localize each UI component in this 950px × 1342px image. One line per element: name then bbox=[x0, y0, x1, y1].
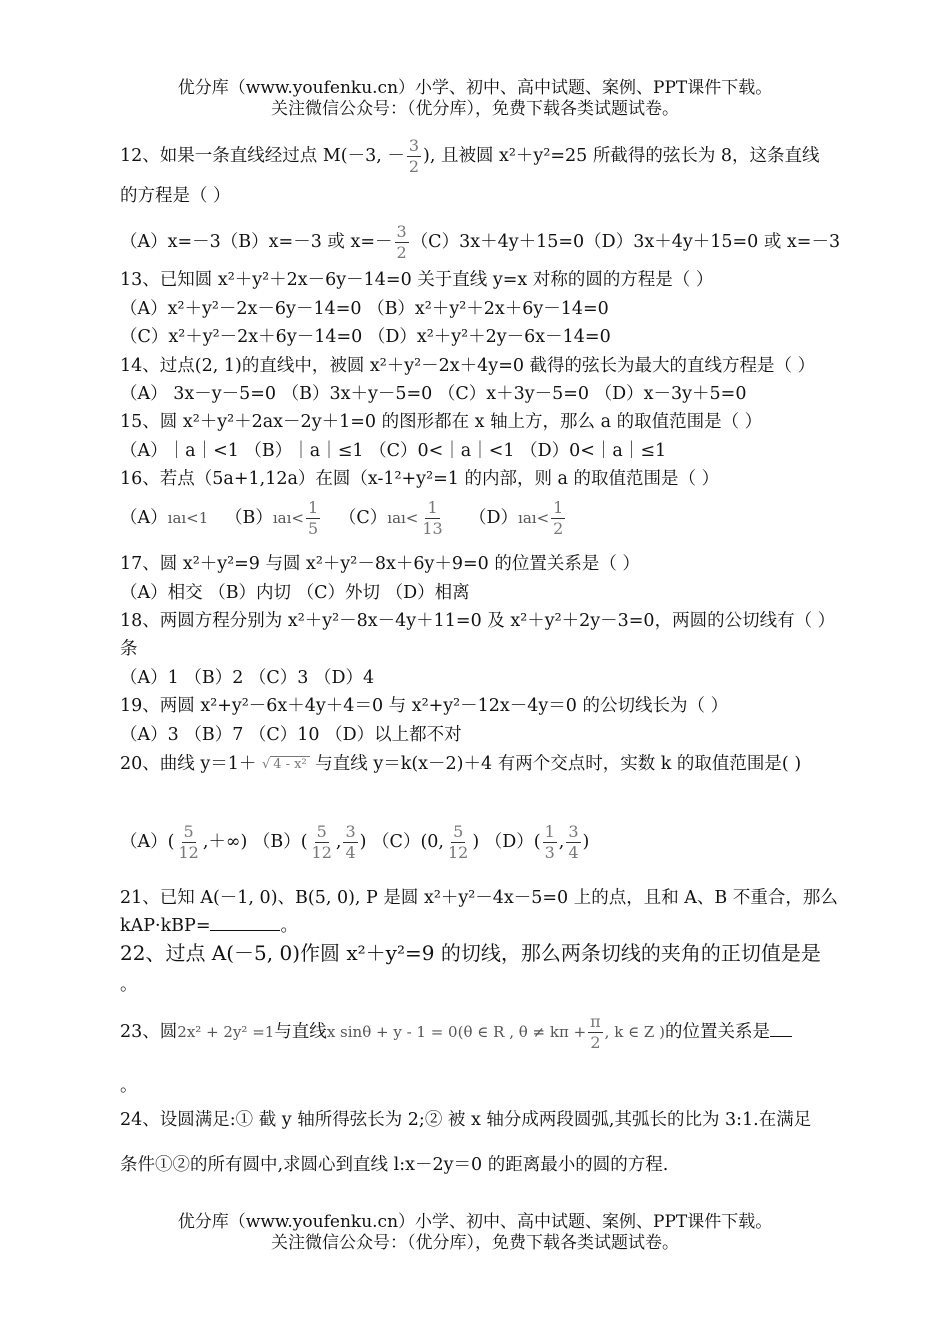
page-header bbox=[0, 78, 950, 120]
question-12-options bbox=[120, 222, 840, 263]
question-16-stem: 16、若点（5a+1,12a）在圆（x-1²+y²=1 的内部，则 a 的取值范围是（ ） bbox=[120, 469, 720, 489]
question-18-line2: 条 bbox=[120, 639, 138, 659]
frac-numerator: 3 bbox=[408, 136, 420, 155]
question-21-line2 bbox=[120, 914, 298, 938]
frac-denominator: 12 bbox=[447, 843, 469, 862]
q16-opt-b-fraction bbox=[306, 498, 320, 539]
question-20-options: （A）( $\frac{5}{12}$ ,＋∞) （B）( $\frac{5}{12}$ , $\frac{3}{4}$ ) （C）(0, $\frac{5}{12}$ ) （D）( $\frac{1}{3}$ , $\frac{3}{4}$ ) bbox=[120, 822, 590, 862]
question-22-line2: 。 bbox=[120, 975, 138, 995]
q12-opt-fraction bbox=[395, 222, 409, 263]
frac-denominator: 4 bbox=[568, 843, 579, 862]
q20-opt-c-label: ) （C）(0, bbox=[359, 832, 444, 852]
q23-line-equation: x sinθ + y - 1 = 0 bbox=[326, 1023, 458, 1041]
question-15-options: （A）｜a｜<1 （B）｜a｜≤1 （C）0<｜a｜<1 （D）0<｜a｜≤1 bbox=[120, 441, 667, 461]
header-line-2: 关注微信公众号：（优分库），免费下载各类试题试卷。 bbox=[271, 99, 679, 119]
frac-numerator: 5 bbox=[316, 822, 327, 841]
q16-opt-c-fraction bbox=[420, 498, 444, 539]
frac-numerator: 1 bbox=[427, 498, 438, 517]
q12-text-pre: 12、如果一条直线经过点 M(－3, － bbox=[120, 146, 405, 166]
page-footer bbox=[0, 1212, 950, 1254]
question-13-options-2: （C）x²＋y²－2x＋6y－14=0 （D）x²＋y²＋2y－6x－14=0 bbox=[120, 327, 611, 347]
question-24-line2: 条件①②的所有圆中,求圆心到直线 l:x－2y＝0 的距离最小的圆的方程. bbox=[120, 1155, 669, 1175]
q20-opt-b-label: ,＋∞) （B）( bbox=[202, 832, 308, 852]
q20-text-pre: 20、曲线 y＝1＋ bbox=[120, 754, 257, 774]
q20-opt-c-fraction bbox=[446, 822, 470, 863]
question-19-stem: 19、两圆 x²+y²－6x＋4y＋4＝0 与 x²+y²－12x－4y＝0 的公切线长为（ ） bbox=[120, 696, 729, 716]
frac-denominator: 2 bbox=[396, 243, 407, 262]
q21-answer-blank bbox=[210, 914, 280, 931]
q16-opt-a-label: （A） bbox=[120, 508, 168, 528]
q20-opt-d-close: ) bbox=[582, 832, 590, 852]
frac-denominator: 5 bbox=[307, 519, 319, 538]
q21-expr: kAP·kBP= bbox=[120, 916, 211, 936]
q16-opt-c-label: （C） bbox=[338, 508, 388, 528]
q12-opt-text: （A）x=－3（B）x=－3 或 x=－ bbox=[120, 232, 393, 252]
frac-numerator: 3 bbox=[568, 822, 579, 841]
q23-answer-blank bbox=[770, 1020, 792, 1037]
q20-radicand: 4 - x² bbox=[270, 756, 309, 772]
question-18-options: （A）1 （B）2 （C）3 （D）4 bbox=[120, 668, 375, 688]
question-18-stem: 18、两圆方程分别为 x²＋y²－8x－4y＋11=0 及 x²＋y²＋2y－3=0，两圆的公切线有（ ） bbox=[120, 611, 836, 631]
frac-denominator: 4 bbox=[345, 843, 356, 862]
frac-denominator: 12 bbox=[178, 843, 199, 862]
q20-text-post: 与直线 y＝k(x－2)＋4 有两个交点时，实数 k 的取值范围是( ) bbox=[315, 754, 802, 774]
frac-denominator: 12 bbox=[311, 843, 332, 862]
question-22-line1: 22、过点 A(－5, 0)作圆 x²＋y²=9 的切线，那么两条切线的夹角的正切值是是 bbox=[120, 941, 821, 965]
frac-numerator: 1 bbox=[544, 822, 555, 841]
q20-opt-a-fraction bbox=[176, 822, 200, 863]
frac-numerator: 5 bbox=[183, 822, 194, 841]
frac-denominator: 2 bbox=[408, 157, 420, 176]
q23-text-pre: 23、圆 bbox=[120, 1022, 178, 1042]
q20-opt-d-fraction-2 bbox=[566, 822, 580, 863]
footer-line-2: 关注微信公众号：（优分库），免费下载各类试题试卷。 bbox=[271, 1233, 679, 1253]
question-23-line2: 。 bbox=[120, 1076, 138, 1096]
q20-opt-b-fraction-1 bbox=[310, 822, 334, 863]
q16-opt-b-value: ıaı< bbox=[272, 509, 304, 527]
question-23-line1 bbox=[120, 1012, 792, 1053]
frac-denominator: 13 bbox=[422, 519, 443, 538]
q12-text-post: ), 且被圆 x²＋y²=25 所截得的弦长为 8，这条直线 bbox=[423, 146, 820, 166]
q23-condition-end: , k ∈ Z ) bbox=[604, 1023, 665, 1041]
frac-numerator: 3 bbox=[345, 822, 356, 841]
header-line-1: 优分库（www.youfenku.cn）小学、初中、高中试题、案例、PPT课件下载。 bbox=[177, 78, 773, 98]
question-12-line2: 的方程是（ ） bbox=[120, 186, 231, 206]
question-15-stem: 15、圆 x²＋y²＋2ax－2y＋1=0 的图形都在 x 轴上方，那么 a 的取值范围是（ ） bbox=[120, 412, 763, 432]
frac-numerator: 1 bbox=[553, 498, 564, 517]
q23-text-mid: 与直线 bbox=[274, 1022, 327, 1042]
question-14-stem: 14、过点(2, 1)的直线中，被圆 x²＋y²－2x＋4y=0 截得的弦长为最大的直线方程是（ ） bbox=[120, 356, 816, 376]
q23-text-post: 的位置关系是 bbox=[664, 1022, 770, 1042]
question-17-options: （A）相交 （B）内切 （C）外切 （D）相离 bbox=[120, 583, 470, 603]
q16-opt-d-fraction bbox=[551, 498, 565, 539]
q16-opt-d-value: ıaı< bbox=[518, 509, 550, 527]
q23-circle-equation: 2x² + 2y² =1 bbox=[177, 1023, 275, 1041]
q20-opt-a-label: （A）( bbox=[120, 832, 175, 852]
footer-line-1: 优分库（www.youfenku.cn）小学、初中、高中试题、案例、PPT课件下载。 bbox=[177, 1212, 773, 1232]
q20-opt-b-fraction-2 bbox=[343, 822, 357, 863]
q12-opt-text-post: （C）3x＋4y＋15=0（D）3x＋4y＋15=0 或 x=－3 bbox=[410, 232, 841, 252]
frac-numerator: 5 bbox=[453, 822, 464, 841]
q20-sqrt: √ 4 - x² bbox=[262, 753, 310, 777]
question-16-options bbox=[120, 498, 567, 539]
q20-opt-d-fraction-1 bbox=[543, 822, 557, 863]
q16-opt-b-label: （B） bbox=[225, 508, 273, 528]
q20-opt-d-label: ) （D）( bbox=[472, 832, 541, 852]
q16-opt-d-label: （D） bbox=[469, 508, 519, 528]
frac-denominator: 2 bbox=[590, 1033, 601, 1052]
frac-denominator: 3 bbox=[544, 843, 555, 862]
question-24-line1: 24、设圆满足:① 截 y 轴所得弦长为 2;② 被 x 轴分成两段圆弧,其弧长的比为 3:1.在满足 bbox=[120, 1110, 812, 1130]
question-20-stem bbox=[120, 752, 801, 777]
question-17-stem: 17、圆 x²＋y²=9 与圆 x²＋y²－8x＋6y＋9=0 的位置关系是（ ） bbox=[120, 554, 640, 574]
frac-denominator: 2 bbox=[553, 519, 564, 538]
question-19-options: （A）3 （B）7 （C）10 （D）以上都不对 bbox=[120, 725, 462, 745]
frac-numerator: π bbox=[590, 1012, 601, 1031]
q16-opt-a-value: ıaı<1 bbox=[167, 509, 209, 527]
question-14-options: （A） 3x－y－5=0 （B）3x＋y－5=0 （C）x＋3y－5=0 （D）x－3y＋5=0 bbox=[120, 384, 747, 404]
question-21-line1: 21、已知 A(－1, 0)、B(5, 0), P 是圆 x²＋y²－4x－5=0 上的点，且和 A、B 不重合，那么 bbox=[120, 888, 838, 908]
q12-fraction bbox=[407, 136, 421, 177]
frac-numerator: 1 bbox=[307, 498, 319, 517]
question-13-stem: 13、已知圆 x²＋y²＋2x－6y－14=0 关于直线 y=x 对称的圆的方程是（ ） bbox=[120, 270, 714, 290]
question-13-options-1: （A）x²＋y²－2x－6y－14=0 （B）x²＋y²＋2x＋6y－14=0 bbox=[120, 299, 609, 319]
q21-period: 。 bbox=[280, 916, 298, 936]
frac-numerator: 3 bbox=[396, 222, 407, 241]
q23-fraction bbox=[588, 1012, 603, 1053]
q16-opt-c-value: ıaı< bbox=[387, 509, 419, 527]
q23-condition: (θ ∈ R , θ ≠ kπ + bbox=[457, 1023, 587, 1041]
question-12-stem bbox=[120, 136, 820, 177]
